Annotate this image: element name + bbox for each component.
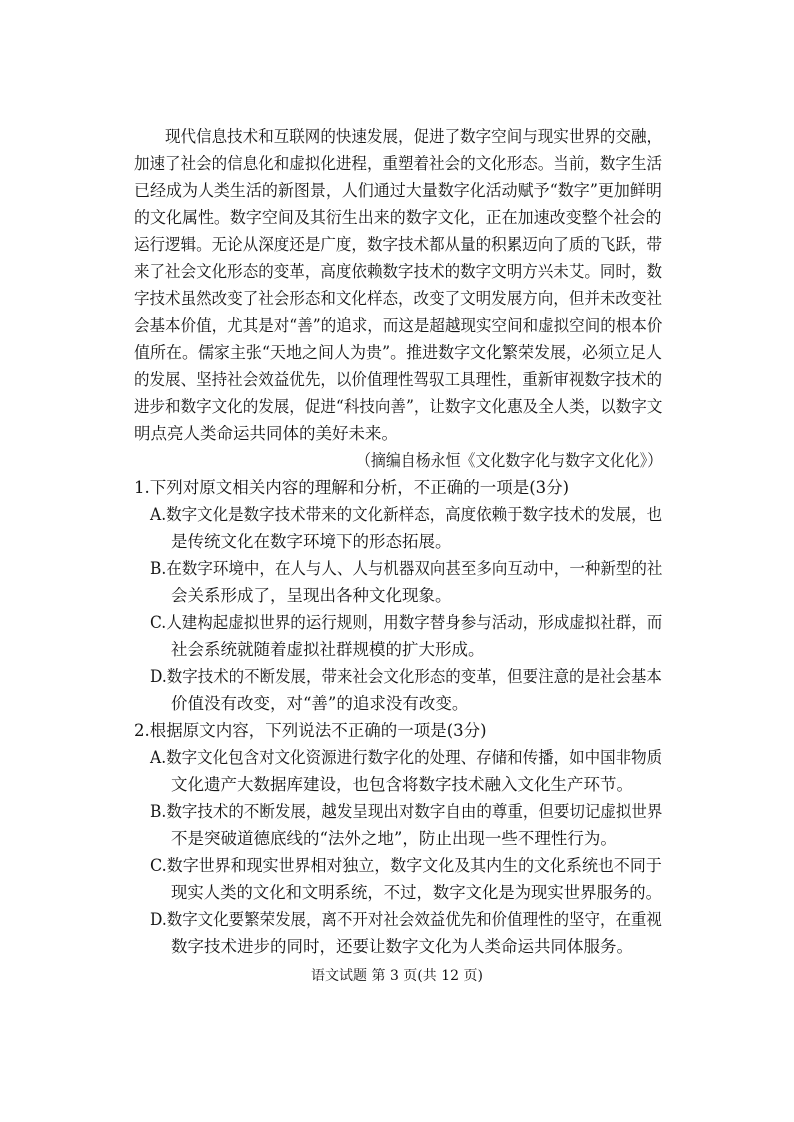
question-1-option-b: B.在数字环境中，在人与人、人与机器双向甚至多向互动中，一种新型的社 [150,559,663,578]
page-footer: 语文试题 第 3 页(共 12 页) [311,968,483,984]
passage-line: 会基本价值，尤其是对“善”的追求，而这是超越现实空间和虚拟空间的根本价 [134,316,663,335]
passage-line: 明点亮人类命运共同体的美好未来。 [134,424,398,443]
question-1-title: 1.下列对原文相关内容的理解和分析，不正确的一项是(3分) [134,478,570,497]
question-2-option-a: A.数字文化包含对文化资源进行数字化的处理、存储和传播，如中国非物质 [150,748,663,767]
passage-line: 进步和数字文化的发展，促进“科技向善”，让数字文化惠及全人类，以数字文 [134,397,663,416]
question-2-option-c: C.数字世界和现实世界相对独立，数字文化及其内生的文化系统也不同于 [150,856,662,875]
passage-line: 的发展、坚持社会效益优先，以价值理性驾驭工具理性，重新审视数字技术的 [134,370,663,389]
passage-line: 字技术虽然改变了社会形态和文化样态，改变了文明发展方向，但并未改变社 [134,289,663,308]
passage-line: 加速了社会的信息化和虚拟化进程，重塑着社会的文化形态。当前，数字生活 [134,154,663,173]
question-1-option-a-cont: 是传统文化在数字环境下的形态拓展。 [171,532,452,551]
question-2-title: 2.根据原文内容，下列说法不正确的一项是(3分) [134,721,487,740]
question-2-option-d: D.数字文化要繁荣发展，离不开对社会效益优先和价值理性的坚守，在重视 [150,910,662,929]
passage-line: 现代信息技术和互联网的快速发展，促进了数字空间与现实世界的交融， [165,127,663,146]
question-1-option-d: D.数字技术的不断发展，带来社会文化形态的变革，但要注意的是社会基本 [150,667,662,686]
question-2-option-b-cont: 不是突破道德底线的“法外之地”，防止出现一些不理性行为。 [171,829,617,848]
passage-line: 的文化属性。数字空间及其衍生出来的数字文化，正在加速改变整个社会的 [134,208,662,227]
question-2-option-a-cont: 文化遗产大数据库建设，也包含将数字技术融入文化生产环节。 [171,775,633,794]
question-1-option-b-cont: 会关系形成了，呈现出各种文化现象。 [171,586,452,605]
question-2-option-b: B.数字技术的不断发展，越发呈现出对数字自由的尊重，但要切记虚拟世界 [150,802,663,821]
question-1-option-c-cont: 社会系统就随着虚拟社群规模的扩大形成。 [171,640,485,659]
passage-line: 已经成为人类生活的新图景，人们通过大量数字化活动赋予“数字”更加鲜明 [134,181,662,200]
question-2-option-d-cont: 数字技术进步的同时，还要让数字文化为人类命运共同体服务。 [171,937,633,956]
passage-source: （摘编自杨永恒《文化数字化与数字文化化》） [356,451,663,470]
passage-line: 值所在。儒家主张“天地之间人为贵”。推进数字文化繁荣发展，必须立足人 [134,343,662,362]
question-1-option-a: A.数字文化是数字技术带来的文化新样态，高度依赖于数字技术的发展，也 [150,505,663,524]
question-1-option-c: C.人建构起虚拟世界的运行规则，用数字替身参与活动，形成虚拟社群，而 [150,613,663,632]
passage-line: 来了社会文化形态的变革，高度依赖数字技术的数字文明方兴未艾。同时，数 [134,262,663,281]
passage-line: 运行逻辑。无论从深度还是广度，数字技术都从量的积累迈向了质的飞跃，带 [134,235,663,254]
question-2-option-c-cont: 现实人类的文化和文明系统，不过，数字文化是为现实世界服务的。 [171,883,662,902]
question-1-option-d-cont: 价值没有改变，对“善”的追求没有改变。 [171,694,469,713]
